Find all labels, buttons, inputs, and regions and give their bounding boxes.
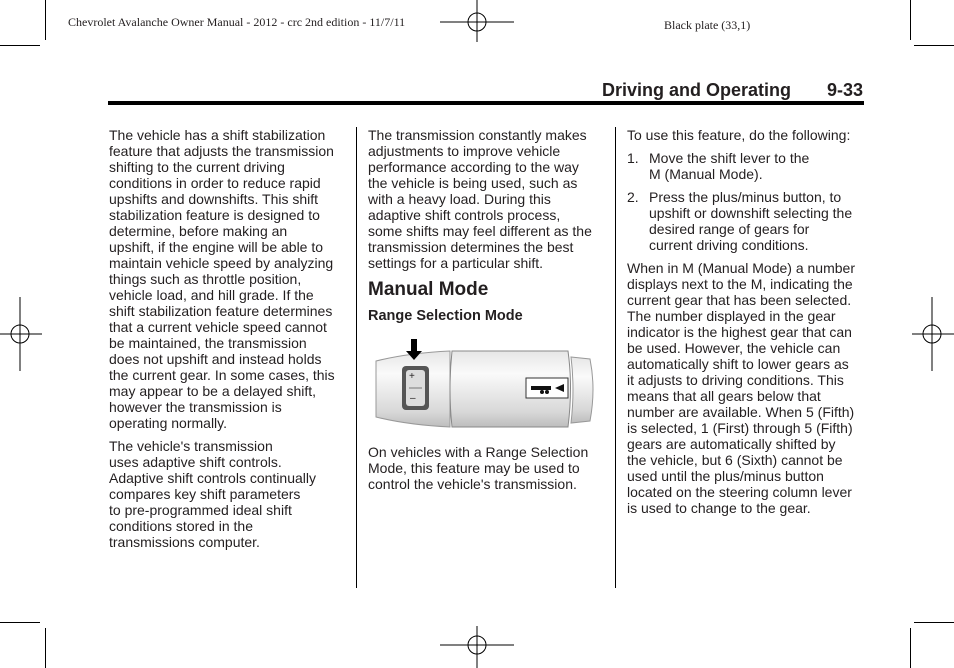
plate-info: Black plate (33,1): [664, 18, 751, 32]
text-line: indicator is the highest gear that can: [627, 324, 852, 340]
text-line: things such as throttle position,: [109, 271, 302, 287]
column-3: [627, 127, 867, 523]
text-line: with a heavy load. During this: [368, 191, 551, 207]
text-line: may appear to be a delayed shift,: [109, 383, 317, 399]
list-number: 1.: [627, 150, 639, 166]
text-line: automatically shift to lower gears as: [627, 356, 849, 372]
paragraph: [109, 127, 349, 431]
text-line: uses adaptive shift controls.: [109, 454, 282, 470]
text-line: conditions in order to reduce rapid: [109, 175, 321, 191]
text-line: that a current vehicle speed cannot: [109, 319, 327, 335]
text-line: On vehicles with a Range Selection: [368, 444, 589, 460]
registration-mark-icon: [440, 626, 514, 668]
text-line: vehicle load, and hill grade. If the: [109, 287, 314, 303]
list-item: [627, 150, 867, 182]
text-line: does not upshift and instead holds: [109, 351, 322, 367]
text-line: maintain vehicle speed by analyzing: [109, 255, 334, 271]
text-line: transmission determines the best: [368, 239, 574, 255]
text-line: The vehicle has a shift stabilization: [109, 127, 326, 143]
text-line: settings for a particular shift.: [368, 255, 544, 271]
text-line: upshifts and downshifts. This shift: [109, 191, 319, 207]
steps-list: [627, 150, 867, 253]
crop-mark: [910, 628, 911, 668]
text-line: adaptive shift controls process,: [368, 207, 561, 223]
text-line: transmissions computer.: [109, 534, 260, 550]
minus-label: –: [410, 393, 416, 404]
text-line: Mode, this feature may be used to: [368, 460, 580, 476]
text-line: the vehicle, but 6 (Sixth) cannot be: [627, 452, 843, 468]
list-item: [627, 189, 867, 253]
paragraph: [368, 127, 608, 271]
text-line: upshift or downshift selecting the: [649, 205, 853, 221]
crop-mark: [45, 628, 46, 668]
column-divider: [356, 127, 357, 588]
text-line: some shifts may feel different as the: [368, 223, 592, 239]
text-line: is used to change to the gear.: [627, 500, 811, 516]
text-line: be used. However, the vehicle can: [627, 340, 841, 356]
text-line: M (Manual Mode).: [649, 166, 763, 182]
crop-mark: [0, 622, 40, 623]
registration-mark-icon: [912, 297, 954, 371]
plus-label: +: [409, 371, 415, 382]
text-line: used until the plus/minus button: [627, 468, 824, 484]
doc-info: Chevrolet Avalanche Owner Manual - 2012 - crc 2nd edition - 11/7/11: [68, 15, 406, 29]
section-title: Driving and Operating: [602, 80, 792, 100]
crop-mark: [910, 0, 911, 40]
text-line: The number displayed in the gear: [627, 308, 836, 324]
text-line: current driving conditions.: [649, 237, 809, 253]
column-divider: [615, 127, 616, 588]
text-line: determine, before making an: [109, 223, 288, 239]
paragraph: [627, 260, 867, 516]
text-line: stabilization feature is designed to: [109, 207, 320, 223]
text-line: feature that adjusts the transmission: [109, 143, 334, 159]
crop-mark: [45, 0, 46, 40]
paragraph: To use this feature, do the following:: [627, 127, 851, 143]
text-line: be maintained, the transmission: [109, 335, 307, 351]
text-line: it adjusts to driving conditions. This: [627, 372, 844, 388]
text-line: Press the plus/minus button, to: [649, 189, 842, 205]
text-line: performance according to the way: [368, 159, 579, 175]
paragraph: [368, 444, 608, 492]
text-line: When in M (Manual Mode) a number: [627, 260, 855, 276]
text-line: operating normally.: [109, 415, 228, 431]
text-line: displays next to the M, indicating the: [627, 276, 853, 292]
text-line: desired range of gears for: [649, 221, 810, 237]
text-line: to pre-programmed ideal shift: [109, 502, 292, 518]
crop-mark: [914, 45, 954, 46]
registration-mark-icon: [0, 297, 42, 371]
registration-mark-icon: [440, 0, 514, 42]
text-line: however the transmission is: [109, 399, 282, 415]
section-heading: Manual Mode: [368, 279, 489, 300]
list-number: 2.: [627, 189, 639, 205]
text-line: shifting to the current driving: [109, 159, 285, 175]
text-line: the current gear. In some cases, this: [109, 367, 335, 383]
text-line: is selected, 1 (First) through 5 (Fifth): [627, 420, 853, 436]
text-line: upshift, if the engine will be able to: [109, 239, 324, 255]
text-line: compares key shift parameters: [109, 486, 301, 502]
text-line: The vehicle's transmission: [109, 438, 273, 454]
column-1: [109, 127, 349, 557]
paragraph: [109, 438, 349, 550]
text-line: means that all gears below that: [627, 388, 821, 404]
subsection-heading: Range Selection Mode: [368, 308, 523, 324]
shift-lever-figure: [368, 339, 598, 431]
text-line: shift stabilization feature determines: [109, 303, 333, 319]
column-2: [368, 127, 608, 499]
text-line: gears are automatically shifted by: [627, 436, 836, 452]
text-line: Adaptive shift controls continually: [109, 470, 316, 486]
text-line: the vehicle is being used, such as: [368, 175, 578, 191]
text-line: The transmission constantly makes: [368, 127, 587, 143]
crop-mark: [914, 622, 954, 623]
text-line: Move the shift lever to the: [649, 150, 810, 166]
text-line: control the vehicle's transmission.: [368, 476, 577, 492]
text-line: adjustments to improve vehicle: [368, 143, 561, 159]
text-line: number are available. When 5 (Fifth): [627, 404, 855, 420]
shift-lever-icon: [368, 339, 598, 431]
page-number: 9-33: [827, 80, 864, 100]
text-line: located on the steering column lever: [627, 484, 852, 500]
header-rule: [108, 101, 864, 105]
text-line: conditions stored in the: [109, 518, 253, 534]
text-line: current gear that has been selected.: [627, 292, 852, 308]
crop-mark: [0, 45, 40, 46]
